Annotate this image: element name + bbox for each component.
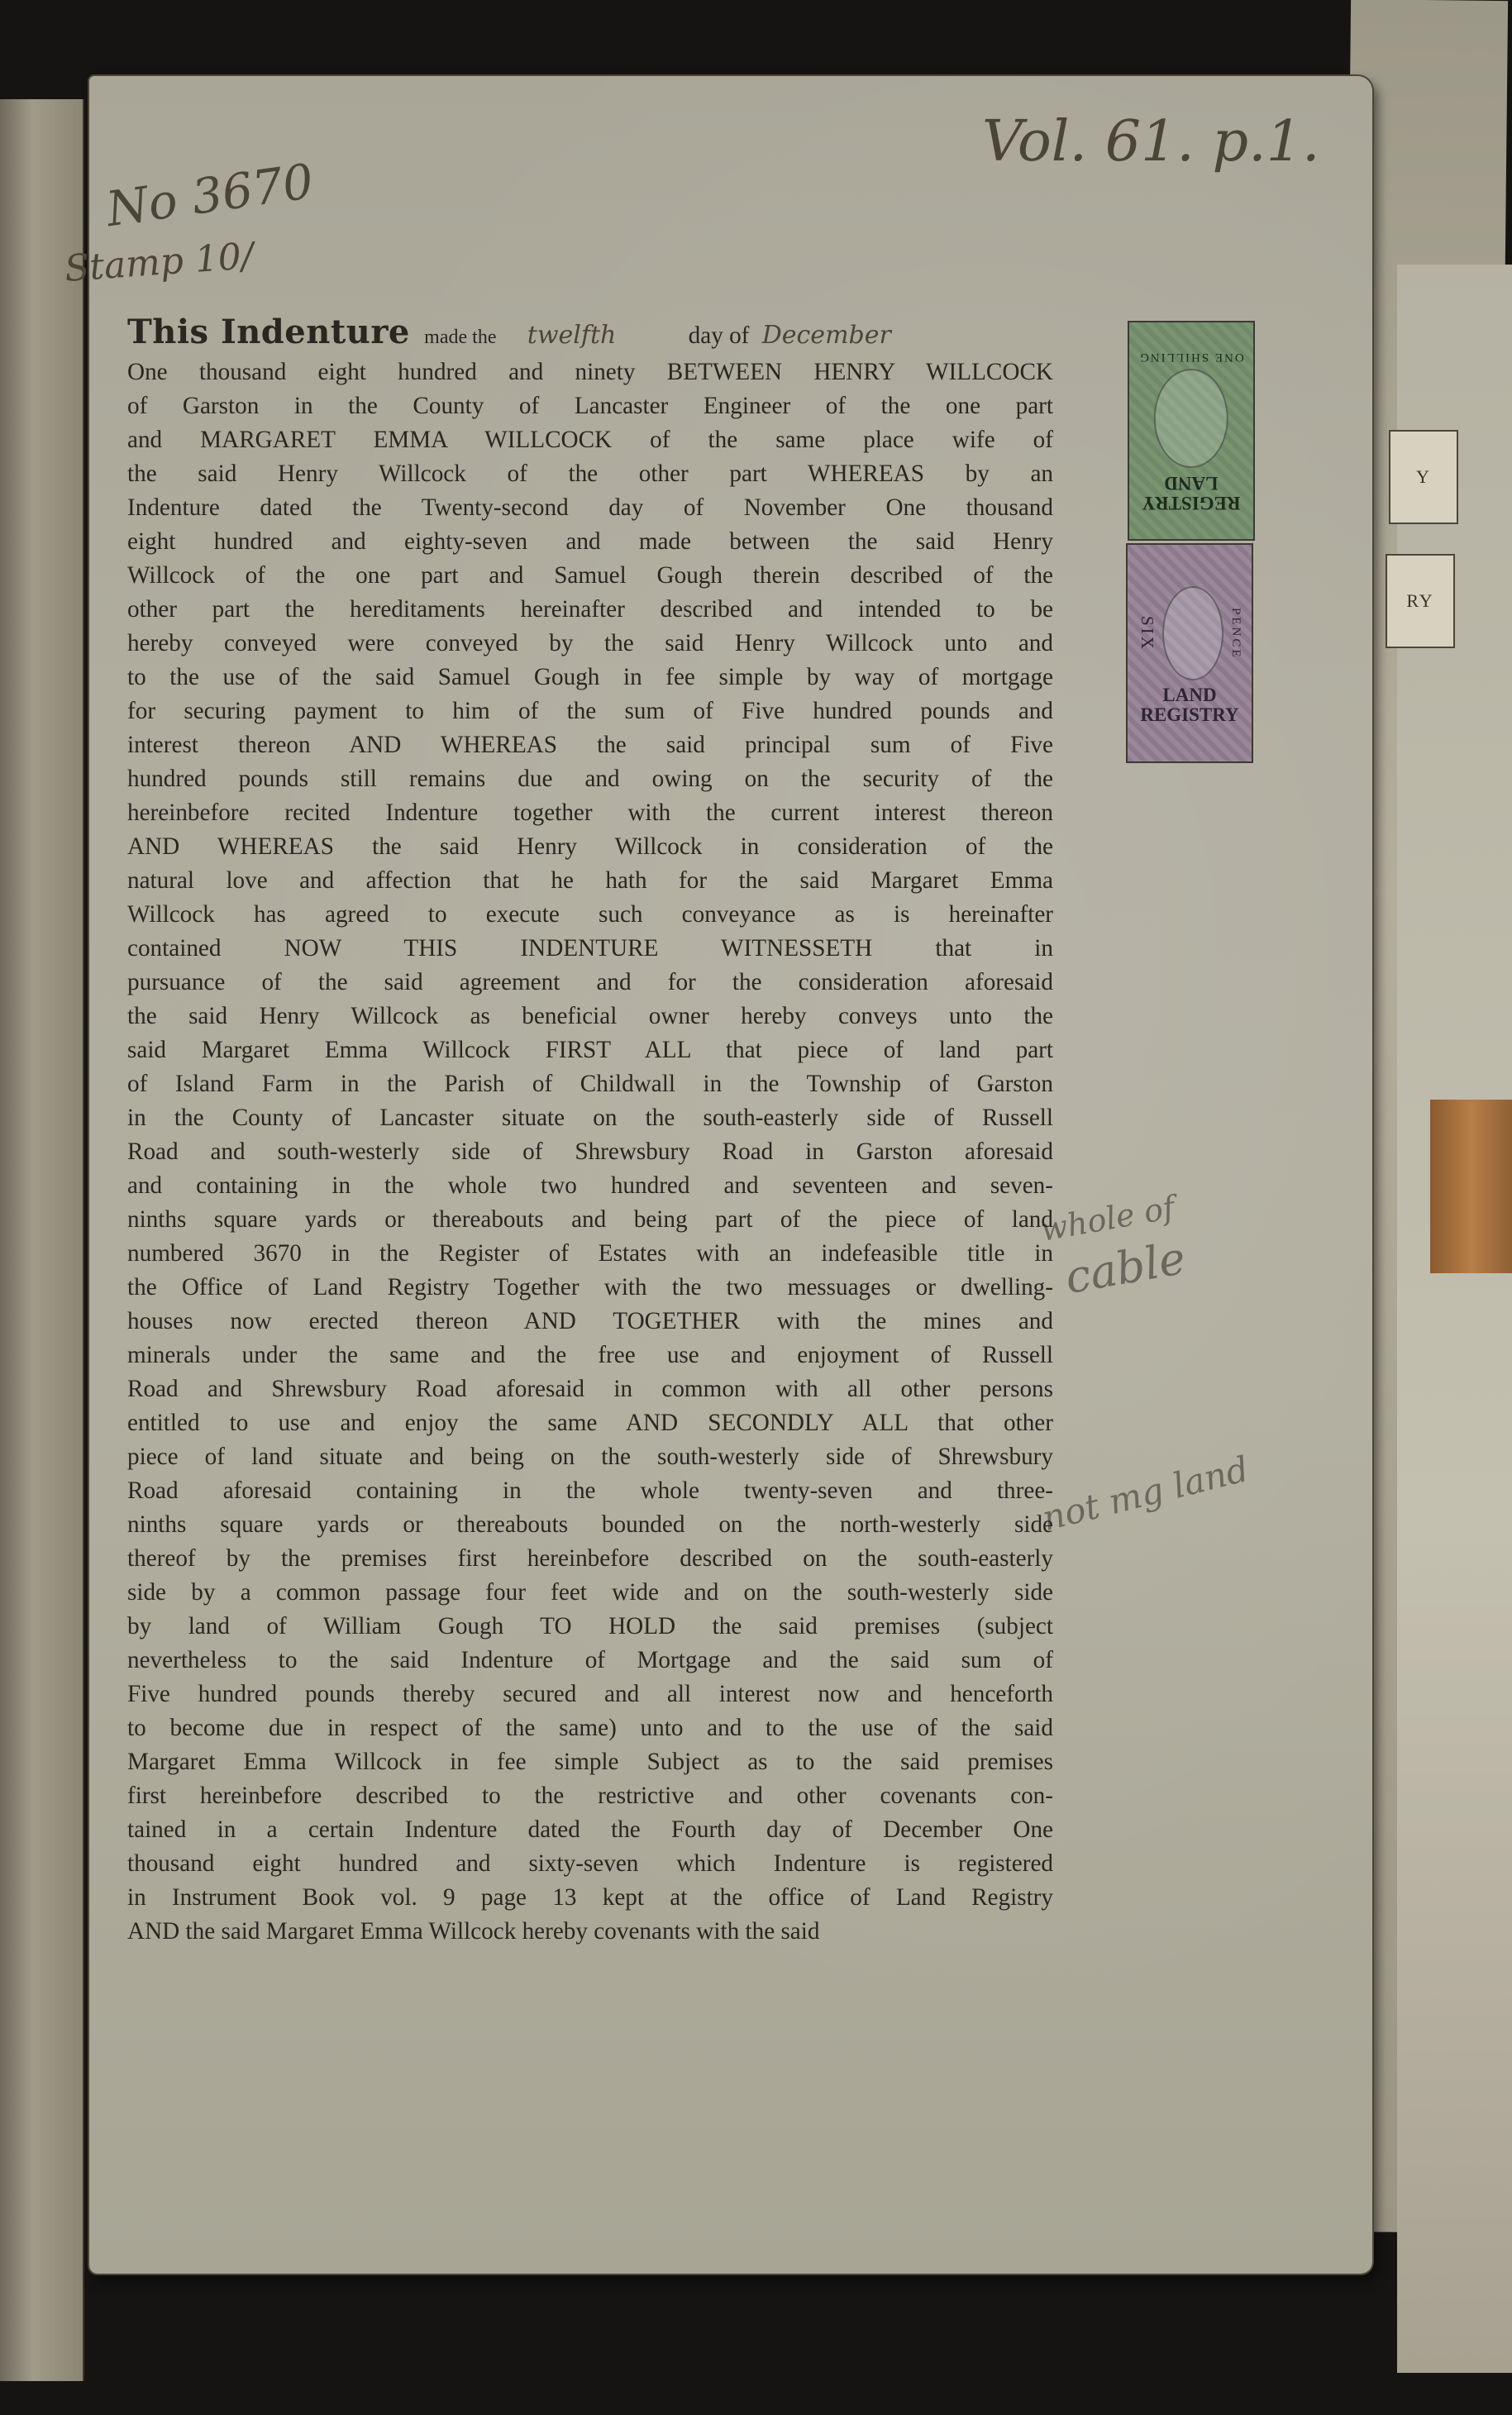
land-registry-stamp-shilling: [1128, 321, 1255, 541]
deed-line: by land of William Gough TO HOLD the said premises (subject: [127, 1613, 1053, 1639]
deed-line: side by a common passage four feet wide and on the south-westerly side: [127, 1579, 1053, 1606]
stamp-purple-label-bottom: REGISTRY: [1140, 704, 1239, 725]
margin-note-land: not mg land: [1037, 1448, 1253, 1539]
deed-body: [127, 313, 1053, 1949]
deed-line: nevertheless to the said Indenture of Mortgage and the said sum of: [127, 1647, 1053, 1673]
volume-reference: Vol. 61. p.1.: [982, 109, 1320, 174]
deed-line: minerals under the same and the free use and enjoyment of Russell: [127, 1342, 1053, 1368]
deed-opening-line: [127, 309, 1053, 356]
deed-line: for securing payment to him of the sum of Five hundred pounds and: [127, 698, 1053, 724]
stamp-reference: Stamp 10/: [63, 235, 255, 290]
deed-line: natural love and affection that he hath for the said Margaret Emma: [127, 867, 1053, 894]
number-reference: No 3670: [103, 152, 317, 238]
deed-line: houses now erected thereon AND TOGETHER with the mines and: [127, 1308, 1053, 1334]
stamp-green-label-bottom: REGISTRY: [1142, 492, 1241, 513]
deed-line: hereinbefore recited Indenture together with the current interest thereon: [127, 799, 1053, 826]
deed-line: of Garston in the County of Lancaster Engineer of the one part: [127, 393, 1053, 419]
deed-line: of Island Farm in the Parish of Childwall in the Township of Garston: [127, 1071, 1053, 1097]
deed-line: first hereinbefore described to the restrictive and other covenants con-: [127, 1783, 1053, 1809]
deed-line: thousand eight hundred and sixty-seven which Indenture is registered: [127, 1850, 1053, 1877]
deed-line: AND WHEREAS the said Henry Willcock in consideration of the: [127, 833, 1053, 860]
deed-line: to the use of the said Samuel Gough in fee simple by way of mortgage: [127, 664, 1053, 690]
deed-line: Willcock has agreed to execute such conveyance as is hereinafter: [127, 901, 1053, 928]
margin-note-cable: cable: [1061, 1231, 1190, 1305]
deed-line: thereof by the premises first hereinbefore described on the south-easterly: [127, 1545, 1053, 1572]
deed-line: and containing in the whole two hundred and seventeen and seven-: [127, 1172, 1053, 1199]
stamp-portrait: [1154, 369, 1228, 468]
stamp-purple-label-top: LAND: [1162, 685, 1217, 705]
deed-lines: [127, 356, 1053, 1949]
left-facing-page: [0, 99, 84, 2381]
stamp-green-denomination: ONE SHILLING: [1138, 350, 1244, 364]
binding-edge: [1430, 1100, 1512, 1273]
deed-line: in Instrument Book vol. 9 page 13 kept at the office of Land Registry: [127, 1884, 1053, 1911]
deed-line: ninths square yards or thereabouts and being part of the piece of land: [127, 1206, 1053, 1233]
deed-line: piece of land situate and being on the south-westerly side of Shrewsbury: [127, 1444, 1053, 1470]
deed-line: Margaret Emma Willcock in fee simple Subject as to the said premises: [127, 1749, 1053, 1775]
deed-line: Road aforesaid containing in the whole twenty-seven and three-: [127, 1477, 1053, 1504]
deed-line: other part the hereditaments hereinafter described and intended to be: [127, 596, 1053, 623]
deed-line: Road and Shrewsbury Road aforesaid in common with all other persons: [127, 1376, 1053, 1402]
deed-line: to become due in respect of the same) unto and to the use of the said: [127, 1715, 1053, 1741]
deed-line: tained in a certain Indenture dated the Fourth day of December One: [127, 1816, 1053, 1843]
deed-line: the Office of Land Registry Together with the two messuages or dwelling-: [127, 1274, 1053, 1301]
deed-made-the: made the: [424, 327, 497, 348]
deed-line: ninths square yards or thereabouts bounded on the north-westerly side: [127, 1511, 1053, 1538]
deed-line: pursuance of the said agreement and for the consideration aforesaid: [127, 969, 1053, 995]
deed-line: in the County of Lancaster situate on the south-easterly side of Russell: [127, 1105, 1053, 1131]
deed-day-of: day of: [688, 322, 750, 349]
deed-line: Road and south-westerly side of Shrewsbury Road in Garston aforesaid: [127, 1138, 1053, 1165]
deed-line: Willcock of the one part and Samuel Gough therein described of the: [127, 562, 1053, 589]
deed-line: entitled to use and enjoy the same AND SECONDLY ALL that other: [127, 1410, 1053, 1436]
back-label-text-2: RY: [1406, 590, 1434, 611]
deed-line: contained NOW THIS INDENTURE WITNESSETH that in: [127, 935, 1053, 962]
deed-line: the said Henry Willcock of the other part WHEREAS by an: [127, 461, 1053, 487]
deed-line: hereby conveyed were conveyed by the said Henry Willcock unto and: [127, 630, 1053, 656]
deed-line: interest thereon AND WHEREAS the said principal sum of Five: [127, 732, 1053, 758]
back-label-text: Y: [1416, 466, 1431, 487]
deed-title: This Indenture: [127, 313, 410, 351]
deed-line: Five hundred pounds thereby secured and all interest now and henceforth: [127, 1681, 1053, 1707]
deed-day-written: twelfth: [527, 321, 617, 350]
deed-line: the said Henry Willcock as beneficial owner hereby conveys unto the: [127, 1003, 1053, 1029]
deed-line: eight hundred and eighty-seven and made between the said Henry: [127, 528, 1053, 555]
back-sheet-label: [1389, 430, 1458, 524]
stamp-portrait-purple: [1162, 586, 1223, 680]
stamp-purple-right: PENCE: [1229, 607, 1243, 660]
deed-line: AND the said Margaret Emma Willcock hereby covenants with the said: [127, 1918, 820, 1945]
deed-page: [63, 76, 1372, 2274]
stamp-green-label-top: LAND: [1164, 472, 1219, 494]
deed-line: numbered 3670 in the Register of Estates with an indefeasible title in: [127, 1240, 1053, 1267]
deed-line: and MARGARET EMMA WILLCOCK of the same place wife of: [127, 427, 1053, 453]
deed-line: said Margaret Emma Willcock FIRST ALL that piece of land part: [127, 1037, 1053, 1063]
margin-note-whole-of: whole of: [1037, 1189, 1178, 1248]
land-registry-stamp-sixpence: [1126, 543, 1253, 763]
deed-month-written: December: [761, 321, 891, 350]
deed-line: hundred pounds still remains due and owing on the security of the: [127, 766, 1053, 792]
deed-line: Indenture dated the Twenty-second day of November One thousand: [127, 494, 1053, 521]
stamp-purple-left: SIX: [1138, 615, 1157, 651]
deed-line: One thousand eight hundred and ninety BETWEEN HENRY WILLCOCK: [127, 359, 1053, 385]
back-sheet-label-2: [1386, 554, 1455, 648]
